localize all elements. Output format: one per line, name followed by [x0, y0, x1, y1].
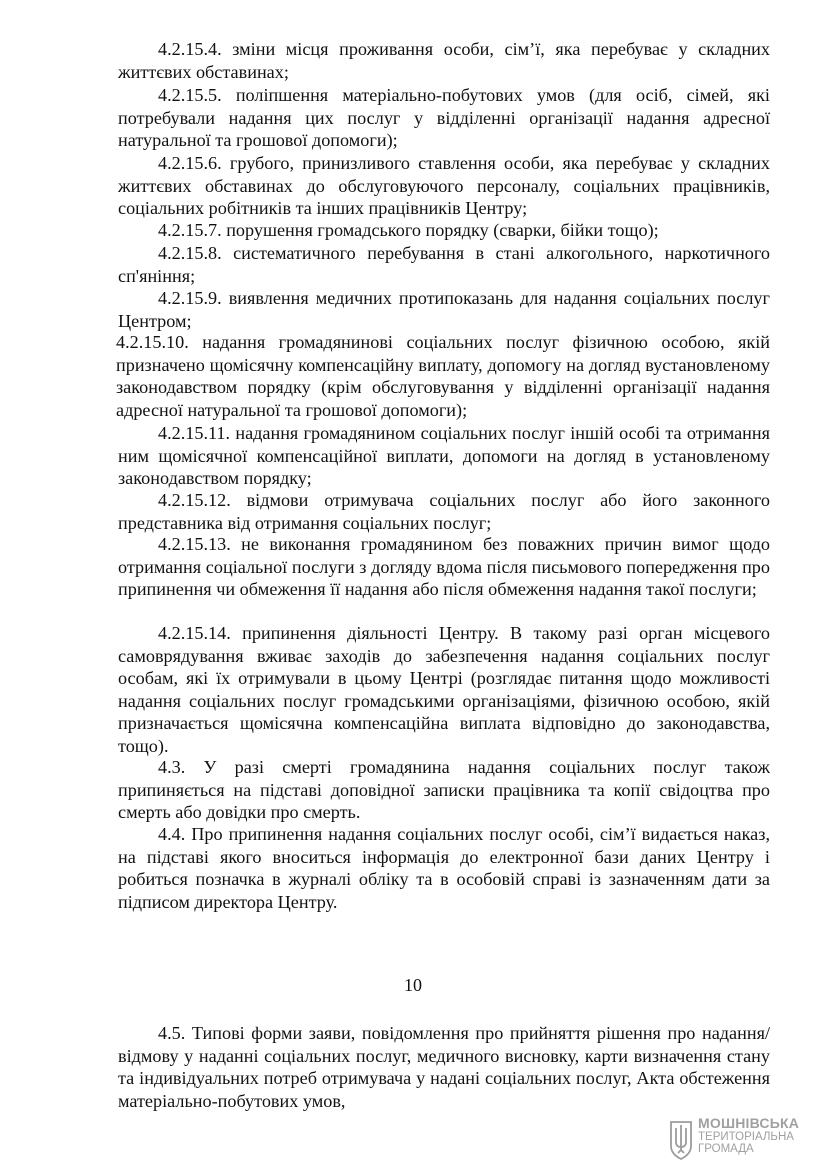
paragraph-4-2-15-6: 4.2.15.6. грубого, принизливого ставлення особи, яка перебуває у складних життєвих обставинах до обслуговуючого персоналу, соціальних працівників, соціальних робітників та інших працівників Центру; — [118, 153, 770, 219]
paragraph-4-2-15-8: 4.2.15.8. систематичного перебування в стані алкогольного, наркотичного сп'яніння; — [118, 243, 770, 286]
community-logo — [668, 1116, 808, 1162]
paragraph-4-5: 4.5. Типові форми заяви, повідомлення про прийняття рішення про надання/відмову у наданні соціальних послуг, медичного висновку, карти визначення стану та індивідуальних потреб отримувача у надані соціальних послуг, Акта обстеження матеріально-побутових умов, — [118, 1023, 770, 1111]
paragraph-4-2-15-14: 4.2.15.14. припинення діяльності Центру. В такому разі орган місцевого самоврядування вживає заходів до забезпечення надання соціальних послуг особам, які їх отримували в цьому Центрі (розглядає питання щодо можливості надання соціальних послуг громадськими організаціями, фізичною особою, якій призначається щомісячна компенсаційна виплата відповідно до законодавства, тощо). — [118, 623, 770, 756]
paragraph-4-2-15-7: 4.2.15.7. порушення громадського порядку (сварки, бійки тощо); — [158, 220, 659, 240]
paragraph-4-3: 4.3. У разі смерті громадянина надання соціальних послуг також припиняється на підставі доповідної записки працівника та копії свідоцтва про смерть або довідки про смерть. — [118, 757, 770, 823]
page-number: 10 — [404, 975, 422, 995]
paragraph-4-2-15-13: 4.2.15.13. не виконання громадянином без поважних причин вимог щодо отримання соціальної послуги з догляду вдома після письмового попередження про припинення чи обмеження її надання або після обмеження надання такої послуги; — [118, 534, 770, 600]
paragraph-4-2-15-5: 4.2.15.5. поліпшення матеріально-побутових умов (для осіб, сімей, які потребували надання цих послуг у відділенні організації надання адресної натуральної та грошової допомоги); — [118, 85, 770, 151]
trident-emblem-icon — [668, 1116, 694, 1160]
logo-text — [698, 1116, 810, 1155]
paragraph-4-2-15-4: 4.2.15.4. зміни місця проживання особи, сім’ї, яка перебуває у складних життєвих обставинах; — [118, 39, 770, 82]
logo-line-1: МОШНІВСЬКА — [698, 1115, 800, 1131]
logo-line-3: ГРОМАДА — [698, 1143, 754, 1155]
paragraph-4-2-15-9: 4.2.15.9. виявлення медичних протипоказань для надання соціальних послуг Центром; — [118, 288, 770, 331]
paragraph-4-2-15-12: 4.2.15.12. відмови отримувача соціальних послуг або його законного представника від отримання соціальних послуг; — [118, 490, 770, 533]
paragraph-4-2-15-10: 4.2.15.10. надання громадянинові соціальних послуг фізичною особою, якій призначено щомісячну компенсаційну виплату, допомогу на догляд вустановленому законодавством порядку (крім обслуговування у відділенні організації надання адресної натуральної та грошової допомоги); — [116, 332, 770, 420]
paragraph-4-4: 4.4. Про припинення надання соціальних послуг особі, сім’ї видається наказ, на підставі якого вноситься інформація до електронної бази даних Центру і робиться позначка в журналі обліку та в особовій справі із зазначенням дати за підписом директора Центру. — [118, 824, 770, 912]
paragraph-4-2-15-11: 4.2.15.11. надання громадянином соціальних послуг іншій особі та отримання ним щомісячної компенсаційної виплати, допомоги на догляд в установленому законодавством порядку; — [118, 423, 770, 489]
logo-line-2: ТЕРИТОРІАЛЬНА — [698, 1131, 794, 1143]
